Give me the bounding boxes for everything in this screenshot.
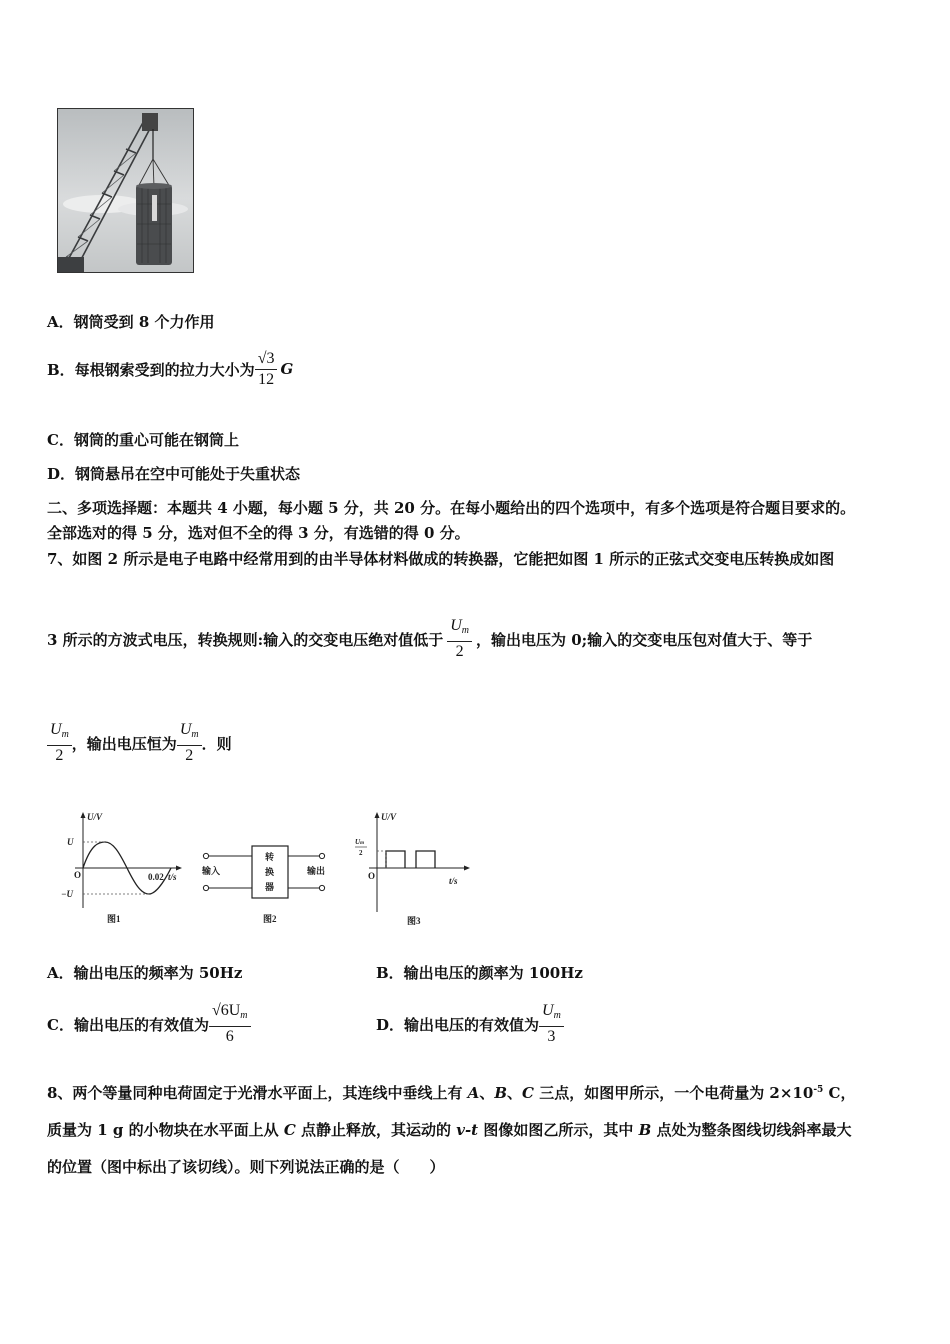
q7-option-d — [376, 997, 564, 1051]
q6-option-a: A．钢筒受到 8 个力作用 — [47, 313, 215, 331]
q6-option-b-text: B．每根钢索受到的拉力大小为 — [47, 360, 255, 379]
crane-steel-cylinder-photo — [57, 108, 194, 273]
q7-stem-line3-a: ，输出电压恒为 — [71, 734, 177, 753]
q7-stem-line2 — [47, 607, 812, 671]
q7-option-a: A．输出电压的频率为 50Hz — [47, 964, 243, 982]
q6-option-b — [47, 343, 293, 395]
fig2-box-char-2: 换 — [265, 867, 275, 877]
q7-figures-svg — [55, 808, 475, 934]
q6-option-d: D．钢筒悬吊在空中可能处于失重状态 — [47, 465, 301, 483]
q7-fraction-2 — [177, 720, 202, 766]
q6-option-b-g: G — [280, 360, 294, 378]
fig3-caption: 图3 — [407, 916, 421, 926]
fig3-origin: O — [368, 871, 376, 881]
fig1-um-label: U — [67, 837, 74, 847]
fraction-numerator: $√6U_m$ — [209, 1001, 251, 1027]
fraction-numerator: $U_m$ — [177, 720, 202, 746]
section-2-instruction-line1: 二、多项选择题：本题共 4 小题，每小题 5 分，共 20 分。在每小题给出的四个选项中，有多个选项是符合题目要求的。 — [47, 499, 856, 517]
q8-stem-line2: 质量为 1 g 的小物块在水平面上从 C 点静止释放，其运动的 v-t 图像如图乙所示，其中 B 点处为整条图线切线斜率最大 — [47, 1121, 852, 1139]
fig2-caption: 图2 — [263, 914, 277, 924]
fig1-neg-um-label: −U — [61, 889, 73, 899]
q7-stem-line3 — [47, 718, 232, 768]
fig1-sine-wave — [61, 812, 182, 924]
fig2-box-char-1: 转 — [265, 852, 275, 862]
fig1-origin: O — [74, 870, 82, 880]
fig2-output-label: 输出 — [307, 866, 326, 876]
fraction-denominator: 6 — [225, 1028, 234, 1045]
fraction-denominator: 2 — [55, 747, 64, 764]
fig3-um-label: Um — [355, 838, 364, 846]
fig3-t-unit: t/s — [449, 876, 458, 886]
q7-stem-line1: 7、如图 2 所示是电子电路中经常用到的由半导体材料做成的转换器，它能把如图 1 所示的正弦式交变电压转换成如图 — [47, 550, 835, 568]
q7-option-b: B．输出电压的颜率为 100Hz — [376, 964, 583, 982]
fraction-numerator: √3 — [255, 349, 278, 370]
q7-stem-line2-a: 3 所示的方波式电压，转换规则:输入的交变电压绝对值低于 — [47, 630, 444, 649]
q7-option-c-fraction — [209, 1001, 251, 1047]
q8-stem-line3: 的位置（图中标出了该切线）。则下列说法正确的是（ ） — [47, 1158, 445, 1176]
fraction-numerator: $U_m$ — [47, 720, 72, 746]
crane-photo-illustration — [58, 109, 193, 272]
q7-figures — [55, 808, 475, 934]
q7-threshold-fraction — [447, 616, 472, 662]
q7-option-d-text: D．输出电压的有效值为 — [376, 1015, 540, 1034]
fraction-denominator: 12 — [258, 370, 275, 388]
q6-option-c: C．钢筒的重心可能在钢筒上 — [47, 431, 239, 449]
fig3-half-denominator: 2 — [359, 849, 363, 857]
fig3-square-wave — [355, 812, 470, 926]
q7-stem-line3-b: ．则 — [201, 734, 232, 753]
fig1-t-unit: t/s — [168, 872, 177, 882]
fig1-caption: 图1 — [107, 914, 121, 924]
q7-stem-line2-b: ，输出电压为 0;输入的交变电压包对值大于、等于 — [476, 630, 813, 649]
fig3-ylabel: U/V — [381, 812, 397, 822]
section-2-instruction-line2: 全部选对的得 5 分，选对但不全的得 3 分，有选错的得 0 分。 — [47, 524, 470, 542]
q7-option-d-fraction — [539, 1001, 564, 1047]
q8-stem-line1: 8、两个等量同种电荷固定于光滑水平面上，其连线中垂线上有 A、B、C 三点，如图甲所示，一个电荷量为 $2\times 10^{-5}$ C， — [47, 1084, 856, 1102]
q7-option-c-text: C．输出电压的有效值为 — [47, 1015, 209, 1034]
fraction-numerator: $U_m$ — [539, 1001, 564, 1027]
fraction-denominator: 2 — [455, 643, 464, 660]
fig2-box-char-3: 器 — [265, 882, 275, 892]
fraction-denominator: 2 — [185, 747, 194, 764]
fig1-ylabel: U/V — [87, 812, 103, 822]
fraction-denominator: 3 — [547, 1028, 556, 1045]
fig2-converter — [201, 846, 325, 924]
fig1-t-tick: 0.02 — [148, 872, 164, 882]
q7-fraction-1 — [47, 720, 72, 766]
q6-option-b-fraction — [255, 349, 278, 390]
fig2-input-label: 输入 — [202, 866, 221, 876]
q7-option-c — [47, 997, 251, 1051]
fraction-numerator: $U_m$ — [447, 616, 472, 642]
